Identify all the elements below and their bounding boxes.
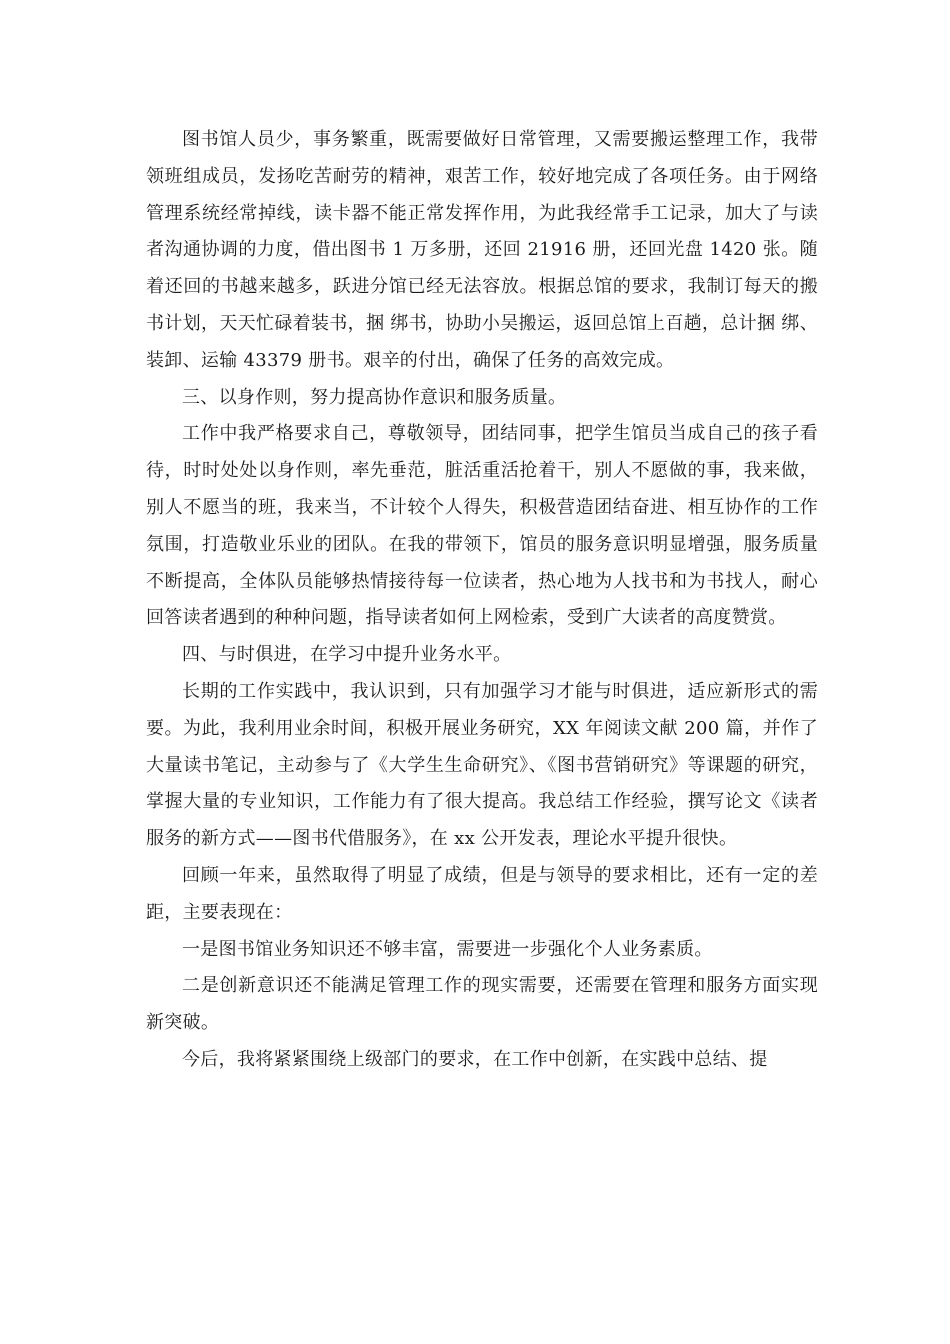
paragraph-teamwork: 工作中我严格要求自己，尊敬领导，团结同事，把学生馆员当成自己的孩子看待，时时处处以身作则，率先垂范，脏活重活抢着干，别人不愿做的事，我来做，别人不愿当的班，我来当，不计较个人得失，积极营造团结奋进、相互协作的工作氛围，打造敬业乐业的团队。在我的带领下，馆员的服务意识明显增强，服务质量不断提高，全体队员能够热情接待每一位读者，热心地为人找书和为书找人，耐心回答读者遇到的种种问题，指导读者如何上网检索，受到广大读者的高度赞赏。: [146, 423, 818, 629]
document-body: [146, 122, 818, 1079]
paragraph-library-work: 图书馆人员少，事务繁重，既需要做好日常管理，又需要搬运整理工作，我带领班组成员，发扬吃苦耐劳的精神，艰苦工作，较好地完成了各项任务。由于网络管理系统经常掉线，读卡器不能正常发挥作用，为此我经常手工记录，加大了与读者沟通协调的力度，借出图书 1 万多册，还回 21916 册，还回光盘 1420 张。随着还回的书越来越多，跃进分馆已经无法容放。根据总馆的要求，我制订每天的搬书计划，天天忙碌着装书，捆 绑书，协助小吴搬运，返回总馆上百趟，总计捆 绑、装卸、运输 43379 册书。艰辛的付出，确保了任务的高效完成。: [146, 129, 818, 371]
paragraph-shortcoming-two: 二是创新意识还不能满足管理工作的现实需要，还需要在管理和服务方面实现新突破。: [146, 975, 818, 1034]
heading-section-four: 四、与时俱进，在学习中提升业务水平。: [182, 644, 512, 666]
paragraph-study: 长期的工作实践中，我认识到，只有加强学习才能与时俱进，适应新形式的需要。为此，我利用业余时间，积极开展业务研究，XX 年阅读文献 200 篇，并作了大量读书笔记，主动参与了《大学生生命研究》、《图书营销研究》等课题的研究，掌握大量的专业知识，工作能力有了很大提高。我总结工作经验，撰写论文《读者服务的新方式——图书代借服务》，在 xx 公开发表，理论水平提升很快。: [146, 680, 818, 850]
heading-section-three: 三、以身作则，努力提高协作意识和服务质量。: [182, 386, 567, 408]
paragraph-review: 回顾一年来，虽然取得了明显了成绩，但是与领导的要求相比，还有一定的差距，主要表现在：: [146, 864, 818, 923]
paragraph-shortcoming-one: 一是图书馆业务知识还不够丰富，需要进一步强化个人业务素质。: [182, 938, 713, 960]
paragraph-future: 今后，我将紧紧围绕上级部门的要求，在工作中创新，在实践中总结、提: [182, 1048, 768, 1070]
